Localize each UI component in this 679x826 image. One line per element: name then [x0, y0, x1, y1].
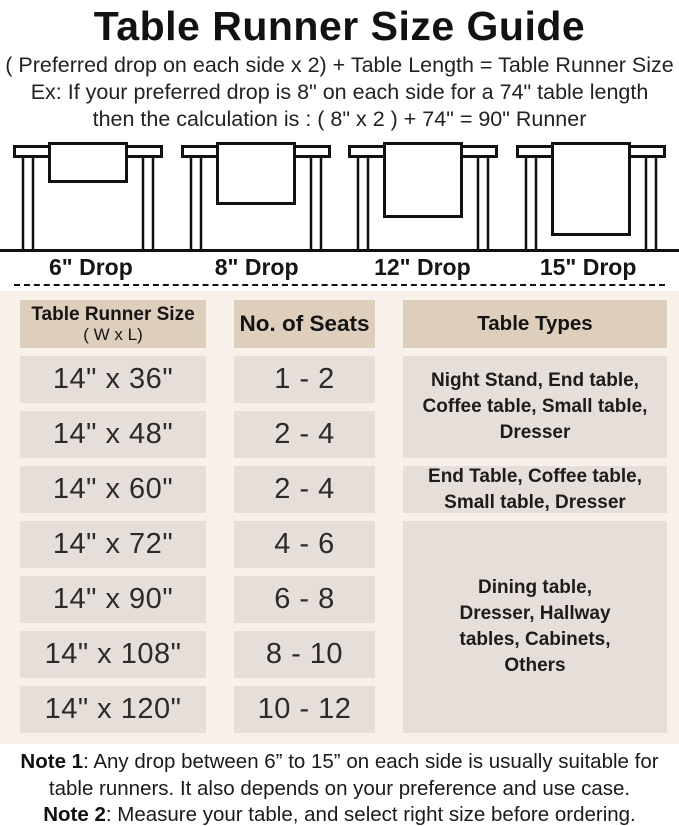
size-cell-14x72: 14" x 72" — [20, 521, 206, 568]
types-group-2-text: End Table, Coffee table, Small table, Dresser — [428, 465, 642, 513]
seats-cell-1-2: 1 - 2 — [234, 356, 375, 403]
note-1-line-1 — [0, 749, 679, 776]
drop-labels-row — [0, 252, 679, 284]
note-1-label: Note 1 — [20, 750, 84, 773]
seats-cell-10-12: 10 - 12 — [234, 686, 375, 733]
size-cell-14x108: 14" x 108" — [20, 631, 206, 678]
drop-label-15in: 15" Drop — [539, 254, 637, 280]
note-2-line — [0, 802, 679, 826]
formula-text: ( Preferred drop on each side x 2) + Table Length = Table Runner Size — [5, 53, 674, 77]
seats-cell-2-4: 2 - 4 — [234, 411, 375, 458]
note-1-line-2 — [0, 776, 679, 803]
types-group-3-text: Dining table, Dresser, Hallway tables, Cabinets, Others — [459, 577, 611, 676]
seats-cell-2-4b: 2 - 4 — [234, 466, 375, 513]
page-title: Table Runner Size Guide — [93, 3, 586, 49]
drop-label-12in: 12" Drop — [374, 254, 471, 280]
runner-size-header-title: Table Runner Size — [31, 304, 195, 325]
example-line-2: then the calculation is : ( 8" x 2 ) + 74" = 90" Runner — [92, 107, 587, 131]
drop-label-8in: 8" Drop — [214, 254, 299, 280]
seats-cell-4-6: 4 - 6 — [234, 521, 375, 568]
types-cell-large-tables — [403, 521, 667, 733]
size-cell-14x120: 14" x 120" — [20, 686, 206, 733]
types-cell-small-tables — [403, 356, 667, 458]
size-cell-14x60: 14" x 60" — [20, 466, 206, 513]
size-cell-14x36: 14" x 36" — [20, 356, 206, 403]
note-1-text-b: table runners. It also depends on your preference and use case. — [48, 776, 631, 800]
column-header-runner-size — [20, 300, 206, 348]
note-2-label: Note 2 — [43, 803, 106, 826]
seats-cell-8-10: 8 - 10 — [234, 631, 375, 678]
types-cell-medium-tables — [403, 466, 667, 513]
size-cell-14x48: 14" x 48" — [20, 411, 206, 458]
dashed-divider — [14, 284, 665, 286]
column-header-table-types: Table Types — [403, 300, 667, 348]
notes-section — [0, 749, 679, 826]
note-1-text-a: : Any drop between 6” to 15” on each side is usually suitable for — [83, 750, 659, 773]
table-with-runner-icon-8in-drop — [176, 142, 336, 249]
size-table — [0, 291, 679, 744]
types-group-1-text: Night Stand, End table, Coffee table, Small table, Dresser — [422, 370, 648, 443]
runner-size-header-subtitle: ( W x L) — [83, 325, 143, 344]
example-line-1: Ex: If your preferred drop is 8" on each side for a 74" table length — [30, 80, 649, 104]
table-with-runner-icon-12in-drop — [343, 142, 503, 249]
column-header-seats: No. of Seats — [234, 300, 375, 348]
drop-label-6in: 6" Drop — [49, 254, 133, 280]
seats-cell-6-8: 6 - 8 — [234, 576, 375, 623]
note-2-text: : Measure your table, and select right size before ordering. — [105, 803, 636, 826]
drop-diagrams-row — [0, 142, 679, 249]
table-with-runner-icon-6in-drop — [8, 142, 168, 249]
table-with-runner-icon-15in-drop — [511, 142, 671, 249]
size-cell-14x90: 14" x 90" — [20, 576, 206, 623]
